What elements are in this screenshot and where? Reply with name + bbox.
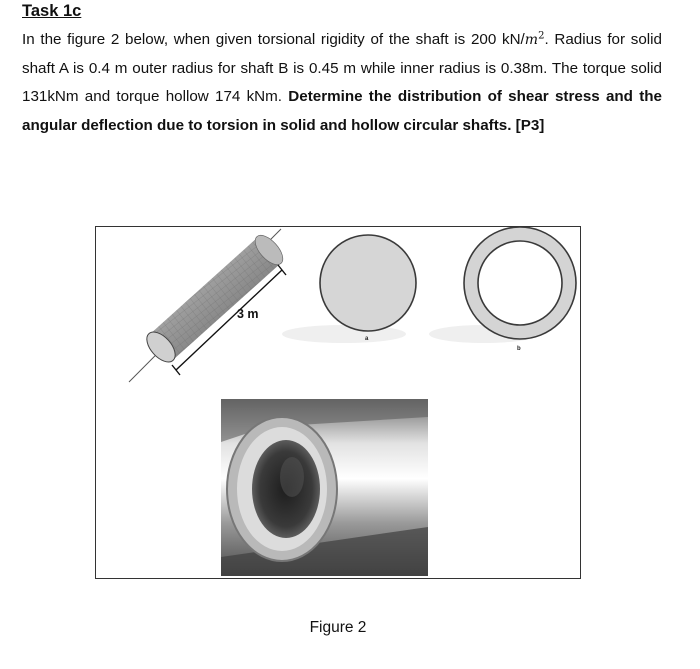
task-question-bold: Determine the distribution of shear stress and the angular deflection due to torsion in solid and hollow circular shafts. [P3] xyxy=(22,88,662,134)
length-label: 3 m xyxy=(237,307,259,321)
figure-caption: Figure 2 xyxy=(309,619,367,636)
intro-text-1: In the figure 2 below, when given torsional rigidity of the shaft is 200 kN/ xyxy=(22,31,525,48)
section-b-label: b xyxy=(517,346,521,352)
section-a-label: a xyxy=(365,336,369,342)
hollow-pipe-photo xyxy=(221,399,428,576)
intro-text-2: . Radius for solid shaft A is 0.4 m outer radius for shaft B is 0.45 m while inner radius is 0.38m. The torque solid 131kNm and torque hollow 174 kNm. xyxy=(22,31,662,105)
solid-section-a xyxy=(282,235,416,343)
figure-2-frame xyxy=(95,226,581,579)
figure-illustration xyxy=(96,227,582,580)
unit-math: $m^2$ xyxy=(524,30,545,48)
shaft-cylinder xyxy=(129,229,288,382)
hollow-section-b xyxy=(429,227,576,343)
task-title: Task 1c xyxy=(22,2,82,20)
task-description xyxy=(22,26,662,140)
